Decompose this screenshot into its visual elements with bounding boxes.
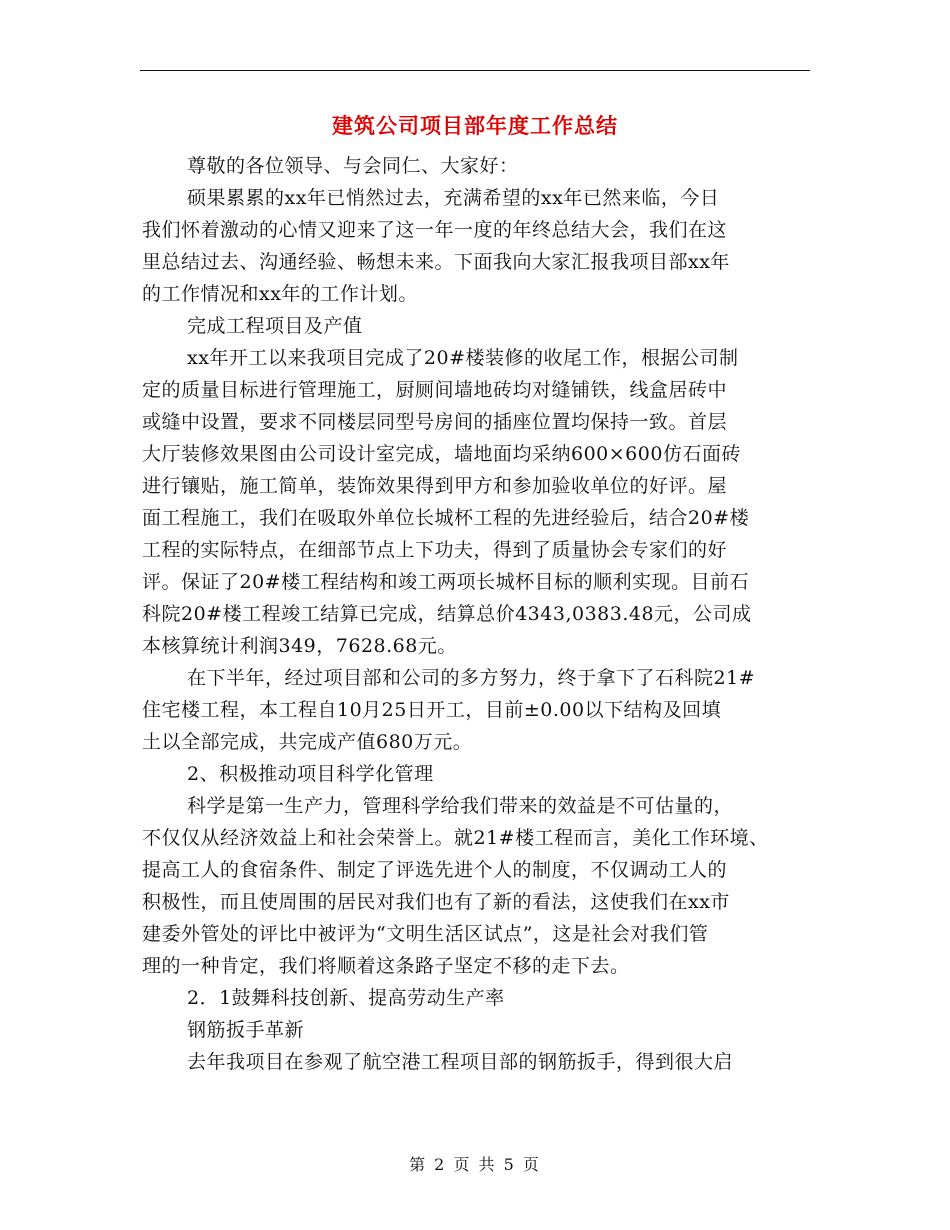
document-body xyxy=(142,150,812,1078)
text-line: 不仅仅从经济效益上和社会荣誉上。就21#楼工程而言，美化工作环境、 xyxy=(142,827,769,849)
text-line: 去年我项目在参观了航空港工程项目部的钢筋扳手，得到很大启 xyxy=(187,1051,734,1073)
text-line: 里总结过去、沟通经验、畅想未来。下面我向大家汇报我项目部xx年 xyxy=(142,251,730,273)
text-line: 完成工程项目及产值 xyxy=(187,315,363,337)
text-line: 科学是第一生产力，管理科学给我们带来的效益是不可估量的， xyxy=(187,795,734,817)
text-line: 面工程施工，我们在吸取外单位长城杯工程的先进经验后，结合20#楼 xyxy=(142,507,750,529)
text-line: 本核算统计利润349，7628.68元。 xyxy=(142,635,457,657)
document-title: 建筑公司项目部年度工作总结 xyxy=(332,113,618,138)
text-line: 钢筋扳手革新 xyxy=(187,1019,305,1041)
text-line: 建委外管处的评比中被评为“文明生活区试点”，这是社会对我们管 xyxy=(142,923,709,945)
text-line: 硕果累累的xx年已悄然过去，充满希望的xx年已然来临，今日 xyxy=(187,187,720,209)
text-line: 2．1鼓舞科技创新、提高劳动生产率 xyxy=(187,987,505,1009)
text-line: 评。保证了20#楼工程结构和竣工两项长城杯目标的顺利实现。目前石 xyxy=(142,571,750,593)
text-line: 提高工人的食宿条件、制定了评选先进个人的制度，不仅调动工人的 xyxy=(142,859,728,881)
text-line: 或缝中设置，要求不同楼层同型号房间的插座位置均保持一致。首层 xyxy=(142,411,728,433)
text-line: 科院20#楼工程竣工结算已完成，结算总价4343,0383.48元，公司成 xyxy=(142,603,752,625)
text-line: 尊敬的各位领导、与会同仁、大家好： xyxy=(187,155,519,177)
text-line: xx年开工以来我项目完成了20#楼装修的收尾工作，根据公司制 xyxy=(187,347,739,369)
text-line: 我们怀着激动的心情又迎来了这一年一度的年终总结大会，我们在这 xyxy=(142,219,728,241)
text-line: 定的质量目标进行管理施工，厨厕间墙地砖均对缝铺铁，线盒居砖中 xyxy=(142,379,728,401)
text-line: 2、积极推动项目科学化管理 xyxy=(187,763,434,785)
text-line: 理的一种肯定，我们将顺着这条路子坚定不移的走下去。 xyxy=(142,955,630,977)
text-line: 土以全部完成，共完成产值680万元。 xyxy=(142,731,473,753)
text-line: 积极性，而且使周围的居民对我们也有了新的看法，这使我们在xx市 xyxy=(142,891,730,913)
text-line: 住宅楼工程，本工程自10月25日开工，目前±0.00以下结构及回填 xyxy=(142,699,722,721)
text-line: 大厅装修效果图由公司设计室完成，墙地面均采纳600×600仿石面砖 xyxy=(142,443,741,465)
text-line: 的工作情况和xx年的工作计划。 xyxy=(142,283,418,305)
text-line: 进行镶贴，施工简单，装饰效果得到甲方和参加验收单位的好评。屋 xyxy=(142,475,728,497)
header-rule xyxy=(140,70,810,71)
text-line: 工程的实际特点，在细部节点上下功夫，得到了质量协会专家们的好 xyxy=(142,539,728,561)
text-line: 在下半年，经过项目部和公司的多方努力，终于拿下了石科院21# xyxy=(187,667,756,689)
page-footer: 第 2 页 共 5 页 xyxy=(409,1155,541,1174)
